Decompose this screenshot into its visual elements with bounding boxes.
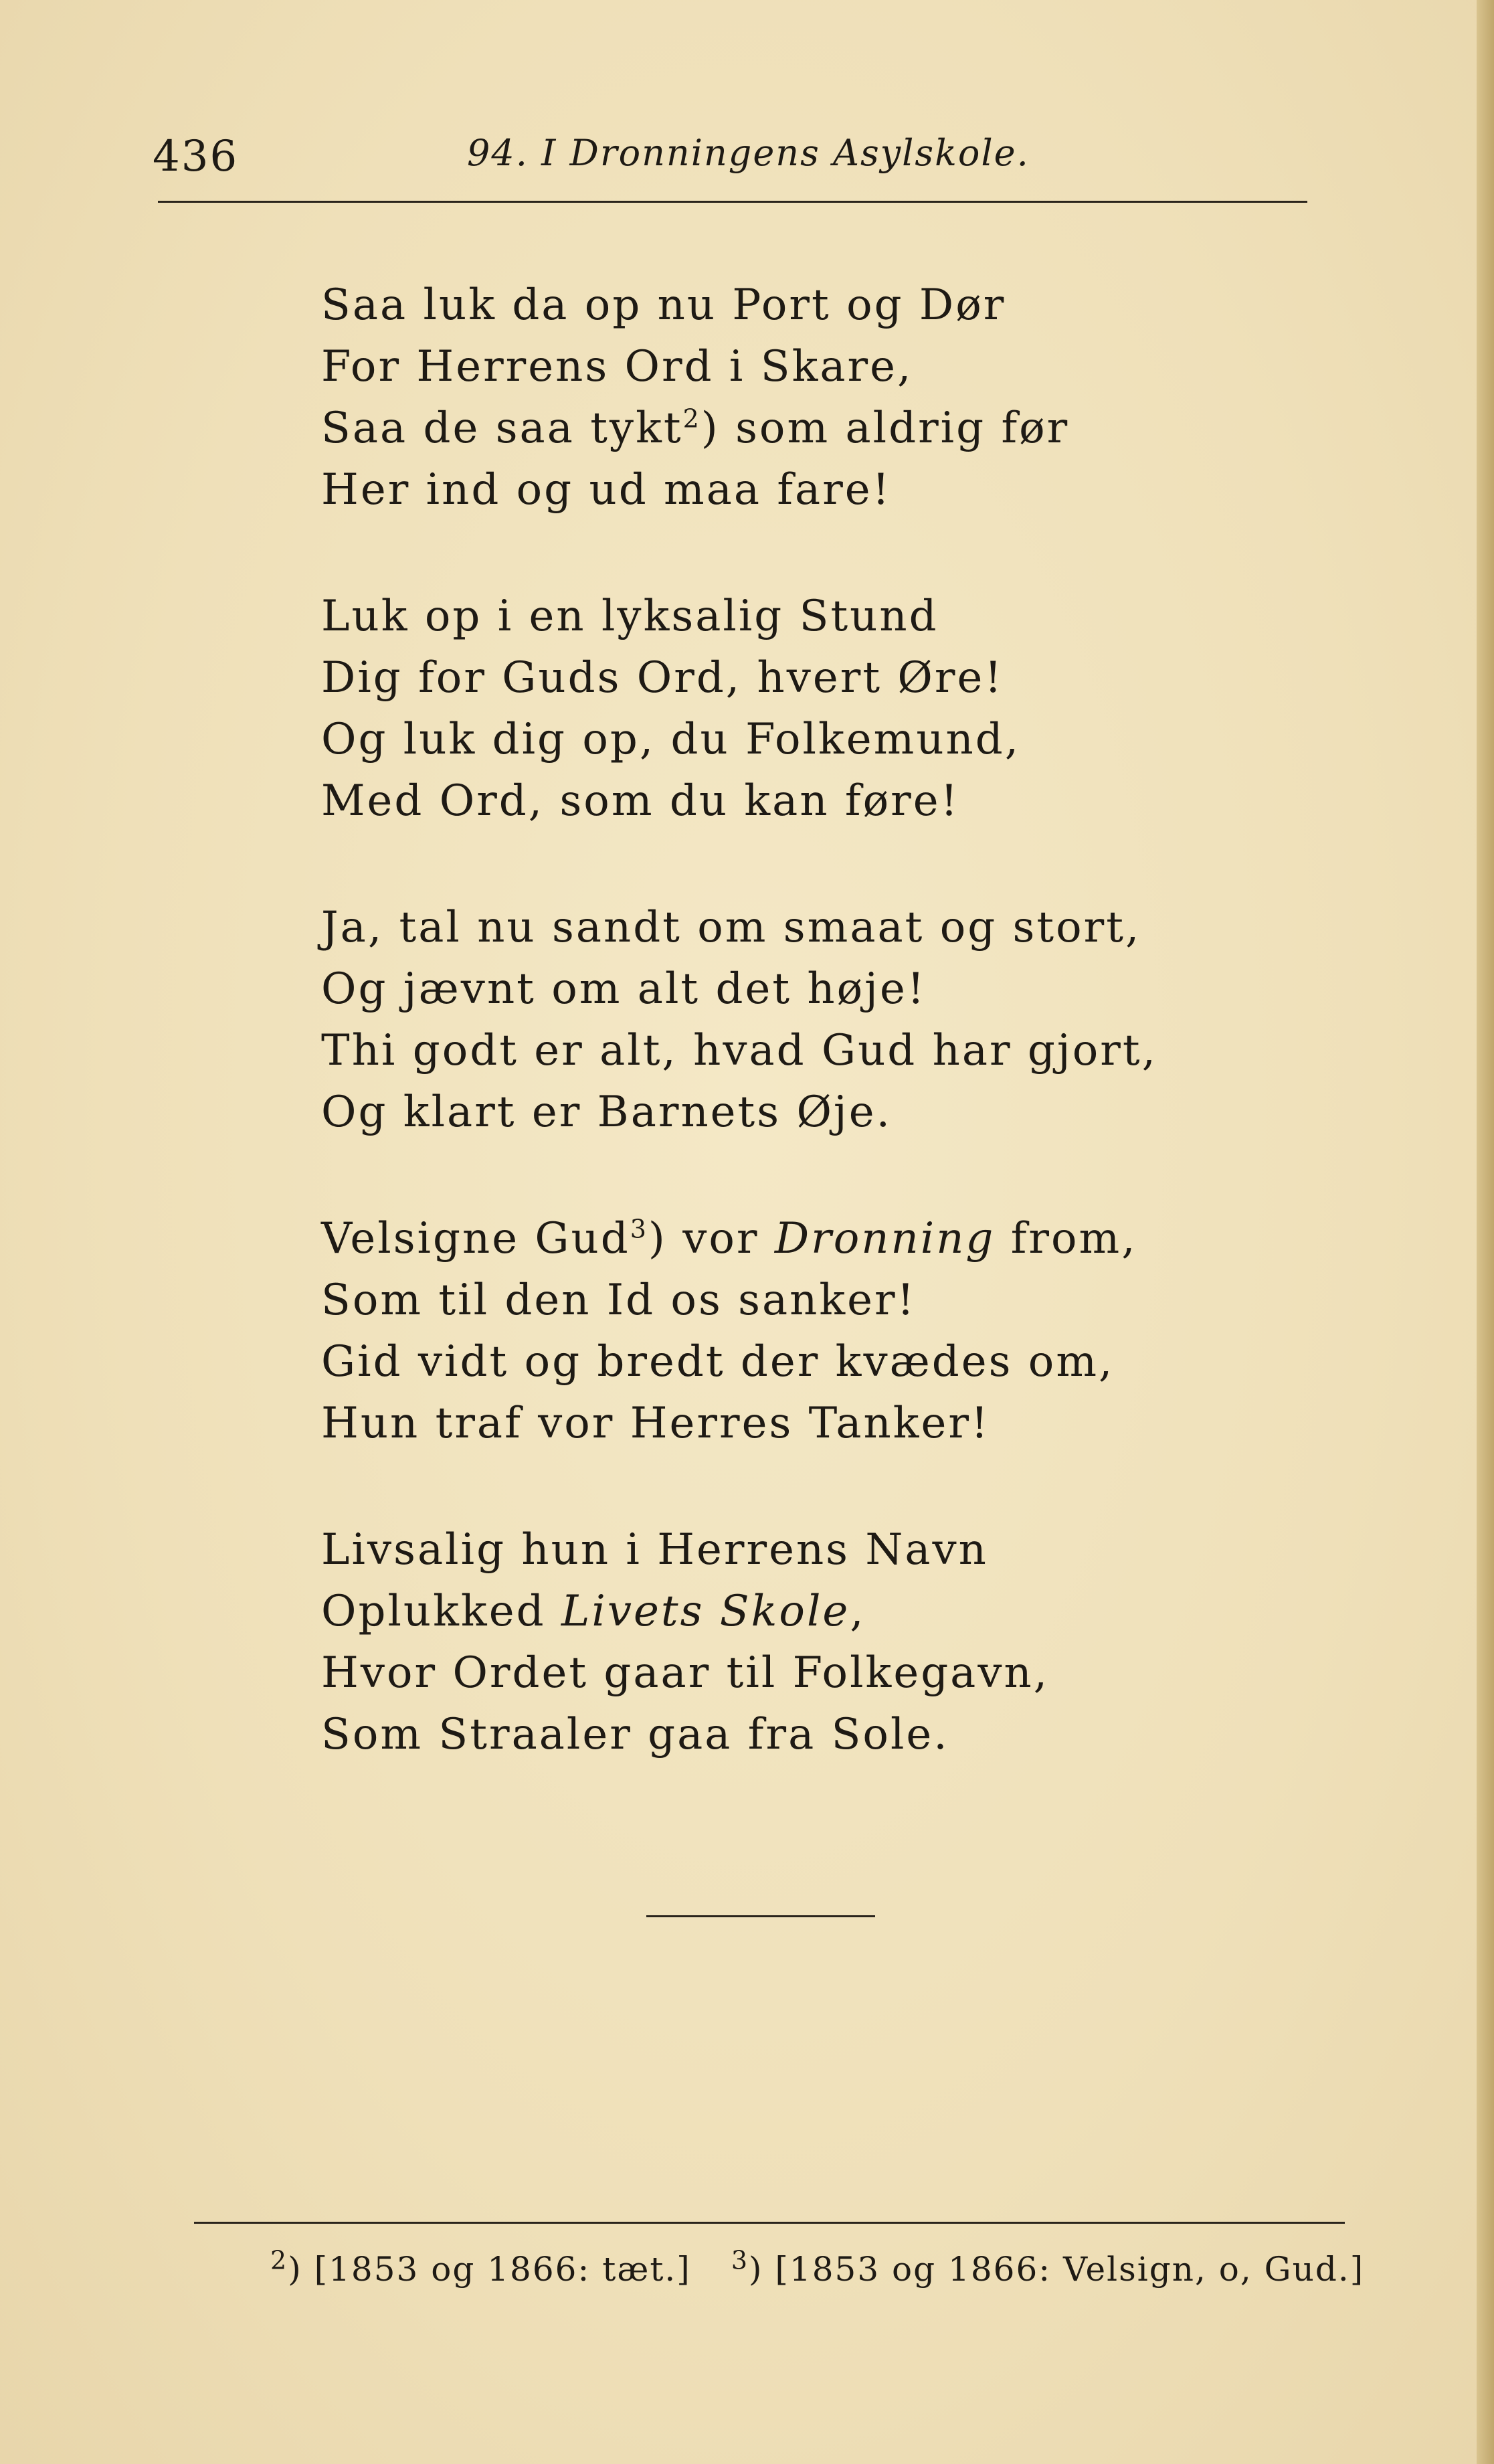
footnote-number: 2 xyxy=(270,2245,288,2275)
poem-line xyxy=(321,1393,1157,1454)
line-text: Dig for Guds Ord, hvert Øre! xyxy=(321,653,1004,703)
line-text: Saa de saa tykt xyxy=(321,404,683,453)
line-text: Livsalig hun i Herrens Navn xyxy=(321,1525,988,1575)
italic-text: Dronning xyxy=(774,1214,996,1263)
line-text: Og jævnt om alt det høje! xyxy=(321,964,927,1014)
line-text: Med Ord, som du kan føre! xyxy=(321,776,960,826)
line-text: Luk op i en lyksalig Stund xyxy=(321,592,939,641)
end-rule xyxy=(646,1915,875,1917)
italic-text: Livets Skole xyxy=(561,1587,850,1636)
page-number: 436 xyxy=(153,132,239,181)
stanza xyxy=(321,274,1157,521)
line-text: Gid vidt og bredt der kvædes om, xyxy=(321,1337,1115,1387)
line-text: Hun traf vor Herres Tanker! xyxy=(321,1399,990,1448)
poem-line xyxy=(321,459,1157,521)
poem-line xyxy=(321,274,1157,336)
stanza xyxy=(321,1519,1157,1765)
footnote-text: ) [1853 og 1866: tæt.] xyxy=(288,2250,691,2289)
line-text: Ja, tal nu sandt om smaat og stort, xyxy=(321,903,1141,952)
poem-line xyxy=(321,586,1157,647)
line-text: Oplukked xyxy=(321,1587,561,1636)
line-text: , xyxy=(850,1587,866,1636)
poem-line xyxy=(321,647,1157,709)
stanza xyxy=(321,1208,1157,1454)
poem-line xyxy=(321,1208,1157,1269)
poem-line xyxy=(321,1704,1157,1765)
poem-line xyxy=(321,1642,1157,1704)
footnote-text: ) [1853 og 1866: Velsign, o, Gud.] xyxy=(749,2250,1365,2289)
stanza xyxy=(321,897,1157,1143)
line-text: Som Straaler gaa fra Sole. xyxy=(321,1710,949,1759)
poem xyxy=(321,274,1157,1830)
poem-line xyxy=(321,897,1157,958)
line-text: Saa luk da op nu Port og Dør xyxy=(321,280,1006,330)
line-text: Her ind og ud maa fare! xyxy=(321,465,892,515)
footnotes xyxy=(270,2245,1365,2289)
poem-line xyxy=(321,336,1157,398)
poem-line xyxy=(321,1081,1157,1143)
footnote-marker: 3 xyxy=(630,1214,648,1244)
line-text: Thi godt er alt, hvad Gud har gjort, xyxy=(321,1026,1157,1075)
footnote xyxy=(270,2245,691,2289)
running-head: 94. I Dronningens Asylskole. xyxy=(467,132,1030,174)
poem-line xyxy=(321,709,1157,770)
footnote-number: 3 xyxy=(731,2245,749,2275)
poem-line xyxy=(321,1581,1157,1642)
page-edge xyxy=(1477,0,1494,2464)
line-text: Og klart er Barnets Øje. xyxy=(321,1087,892,1137)
poem-line xyxy=(321,1269,1157,1331)
stanza xyxy=(321,586,1157,832)
line-text: Hvor Ordet gaar til Folkegavn, xyxy=(321,1648,1050,1698)
line-text: from, xyxy=(995,1214,1137,1263)
poem-line xyxy=(321,770,1157,832)
header-rule xyxy=(158,201,1307,203)
line-text: Velsigne Gud xyxy=(321,1214,630,1263)
footnote-marker: 2 xyxy=(682,404,701,434)
line-text: Som til den Id os sanker! xyxy=(321,1275,917,1325)
poem-line xyxy=(321,1519,1157,1581)
line-text: Og luk dig op, du Folkemund, xyxy=(321,715,1021,764)
poem-line xyxy=(321,1020,1157,1081)
line-text: ) vor xyxy=(648,1214,775,1263)
footnote xyxy=(731,2245,1365,2289)
line-text: For Herrens Ord i Skare, xyxy=(321,342,913,391)
poem-line xyxy=(321,1331,1157,1393)
poem-line xyxy=(321,958,1157,1020)
footnote-rule xyxy=(194,2222,1345,2224)
poem-line xyxy=(321,398,1157,459)
line-text: ) som aldrig før xyxy=(701,404,1070,453)
